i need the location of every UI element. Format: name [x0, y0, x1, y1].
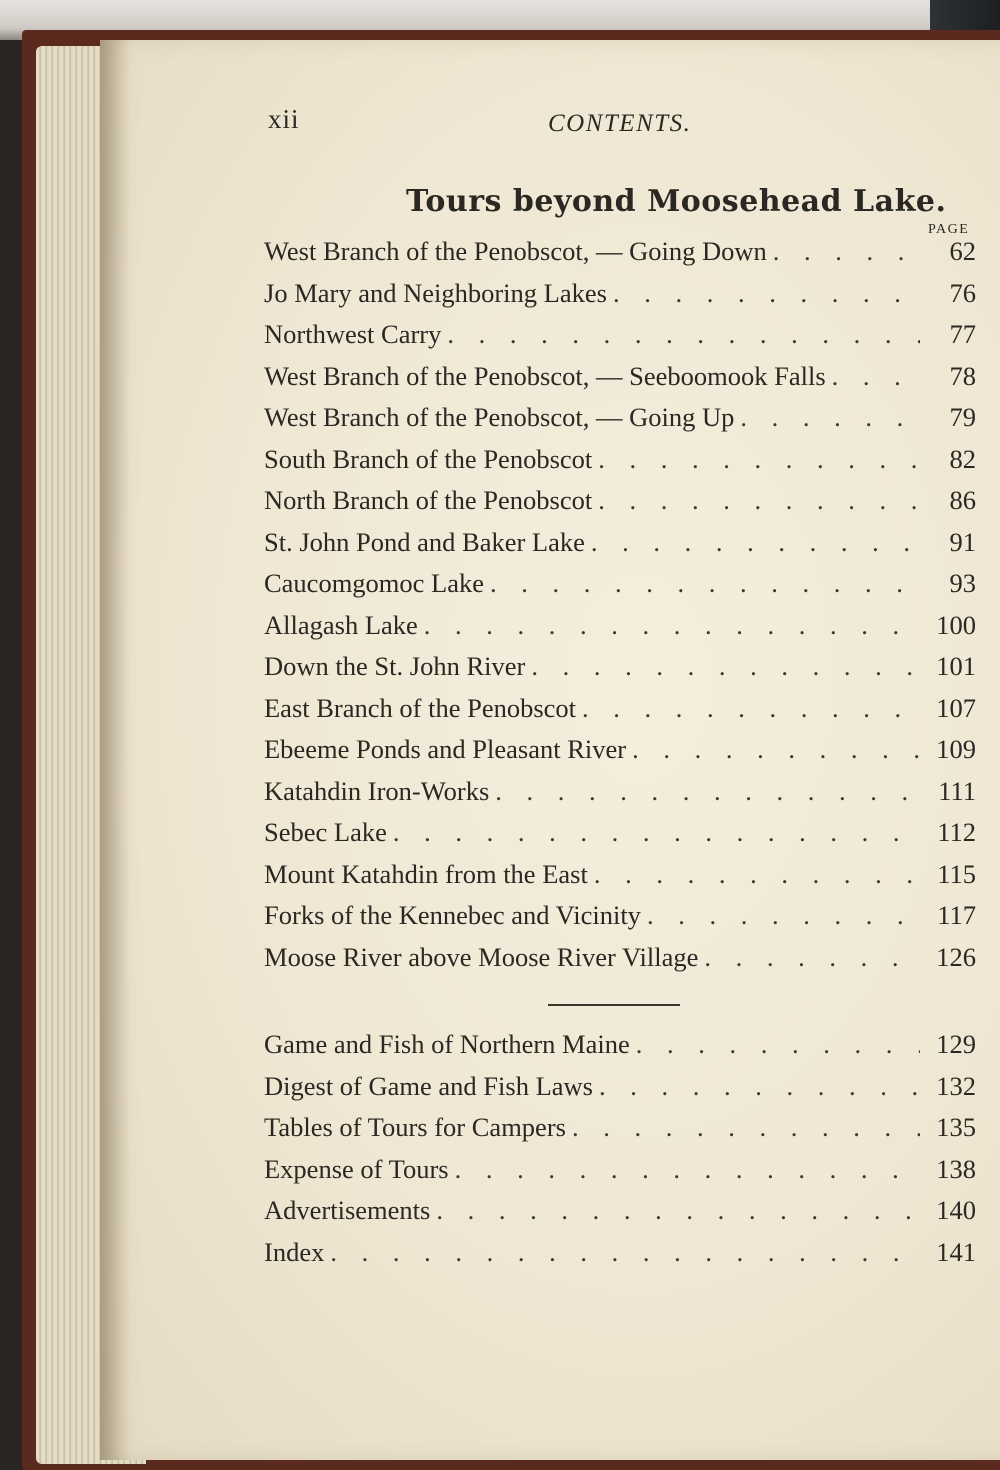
toc-entry-page: 135	[936, 1112, 976, 1142]
dot-leader	[636, 1029, 920, 1060]
page-column-label: PAGE	[928, 222, 970, 237]
toc-entry-title: Advertisements	[264, 1195, 431, 1225]
toc-entry-title: North Branch of the Penobscot	[264, 485, 593, 515]
dot-leader	[447, 319, 920, 350]
toc-entry	[264, 817, 976, 859]
toc-entry	[264, 402, 976, 444]
toc-entry-page: 82	[949, 443, 976, 474]
toc-entry-title: Northwest Carry	[264, 319, 442, 349]
running-head: CONTENTS.	[548, 110, 692, 137]
toc-entry	[264, 900, 976, 942]
toc-entry-title: Katahdin Iron-Works	[264, 775, 490, 806]
dot-leader	[832, 361, 920, 392]
toc-entry-title: Allagash Lake	[264, 609, 418, 640]
toc-entry	[264, 1112, 976, 1154]
toc-entry	[264, 1154, 976, 1196]
toc-entry	[264, 610, 976, 652]
dot-leader	[495, 776, 920, 807]
toc-entry-title: West Branch of the Penobscot, — Seeboomook Falls	[264, 360, 826, 391]
toc-list-tours	[264, 236, 976, 983]
toc-entry-title: Index	[264, 1236, 325, 1267]
toc-entry-title: Expense of Tours	[264, 1153, 449, 1184]
dot-leader	[632, 734, 920, 765]
toc-entry-page: 112	[937, 817, 976, 847]
toc-entry-page: 86	[949, 485, 976, 515]
toc-entry	[264, 1071, 976, 1113]
toc-entry	[264, 1195, 976, 1237]
dot-leader	[773, 236, 920, 267]
dot-leader	[594, 859, 920, 890]
toc-entry-page: 117	[937, 900, 976, 930]
toc-entry-title: Moose River above Moose River Village	[264, 941, 699, 972]
dot-leader	[531, 651, 920, 682]
toc-entry	[264, 1029, 976, 1071]
toc-entry	[264, 693, 976, 735]
dot-leader	[740, 402, 920, 433]
toc-entry-page: 100	[936, 609, 976, 640]
dot-leader	[436, 1195, 920, 1226]
toc-entry-title: Forks of the Kennebec and Vicinity	[264, 900, 641, 930]
toc-entry	[264, 485, 976, 527]
toc-entry-title: South Branch of the Penobscot	[264, 443, 593, 474]
dot-leader	[647, 900, 920, 931]
page-number-folio: xii	[268, 104, 300, 134]
toc-entry	[264, 1237, 976, 1279]
toc-list-appendix	[264, 1029, 976, 1278]
toc-entry-page: 126	[936, 941, 976, 972]
toc-entry-title: West Branch of the Penobscot, — Going Down	[264, 236, 767, 266]
toc-entry-title: Caucomgomoc Lake	[264, 568, 485, 598]
toc-entry-page: 111	[938, 775, 976, 806]
toc-entry	[264, 942, 976, 984]
toc-entry-page: 79	[949, 402, 976, 432]
toc-entry-page: 101	[936, 651, 976, 681]
toc-entry-page: 129	[936, 1029, 976, 1059]
toc-entry	[264, 236, 976, 278]
page-gutter-shadow	[100, 40, 130, 1460]
dot-leader	[613, 278, 920, 309]
toc-entry-title: St. John Pond and Baker Lake	[264, 526, 585, 557]
toc-entry-page: 132	[936, 1070, 976, 1101]
dot-leader	[599, 1071, 920, 1102]
dot-leader	[424, 610, 920, 641]
dot-leader	[393, 817, 920, 848]
toc-entry-page: 115	[937, 858, 976, 889]
toc-entry	[264, 734, 976, 776]
toc-entry-title: Sebec Lake	[264, 817, 387, 847]
toc-entry	[264, 859, 976, 901]
dot-leader	[598, 485, 920, 516]
dot-leader	[455, 1154, 920, 1185]
dot-leader	[598, 444, 920, 475]
toc-entry-page: 91	[949, 526, 976, 557]
toc-entry-title: Tables of Tours for Campers	[264, 1112, 566, 1142]
dot-leader	[572, 1112, 920, 1143]
toc-entry-title: Down the St. John River	[264, 651, 526, 681]
toc-entry-title: Digest of Game and Fish Laws	[264, 1070, 593, 1101]
toc-entry-title: Ebeeme Ponds and Pleasant River	[264, 734, 627, 764]
toc-entry-page: 109	[936, 734, 976, 764]
toc-entry-title: East Branch of the Penobscot	[264, 692, 577, 723]
toc-entry-page: 62	[949, 236, 976, 266]
toc-entry	[264, 651, 976, 693]
dot-leader	[330, 1237, 920, 1268]
toc-entry	[264, 527, 976, 569]
toc-entry-page: 141	[936, 1236, 976, 1267]
section-title: Tours beyond Moosehead Lake.	[406, 184, 947, 219]
toc-entry-title: West Branch of the Penobscot, — Going Up	[264, 402, 735, 432]
toc-entry	[264, 568, 976, 610]
dot-leader	[582, 693, 920, 724]
toc-entry-page: 93	[949, 568, 976, 598]
toc-entry	[264, 361, 976, 403]
dot-leader	[591, 527, 920, 558]
dot-leader	[490, 568, 920, 599]
toc-entry	[264, 444, 976, 486]
toc-entry	[264, 319, 976, 361]
toc-entry-page: 138	[936, 1153, 976, 1184]
dot-leader	[704, 942, 920, 973]
toc-entry-title: Jo Mary and Neighboring Lakes	[264, 277, 607, 308]
toc-entry-page: 78	[949, 360, 976, 391]
toc-entry-title: Game and Fish of Northern Maine	[264, 1029, 630, 1059]
toc-entry-title: Mount Katahdin from the East	[264, 858, 588, 889]
toc-entry-page: 76	[949, 277, 976, 308]
toc-entry-page: 107	[936, 692, 976, 723]
toc-entry-page: 77	[949, 319, 976, 349]
toc-entry	[264, 278, 976, 320]
toc-entry	[264, 776, 976, 818]
toc-entry-page: 140	[936, 1195, 976, 1225]
section-divider-rule	[548, 1004, 680, 1006]
